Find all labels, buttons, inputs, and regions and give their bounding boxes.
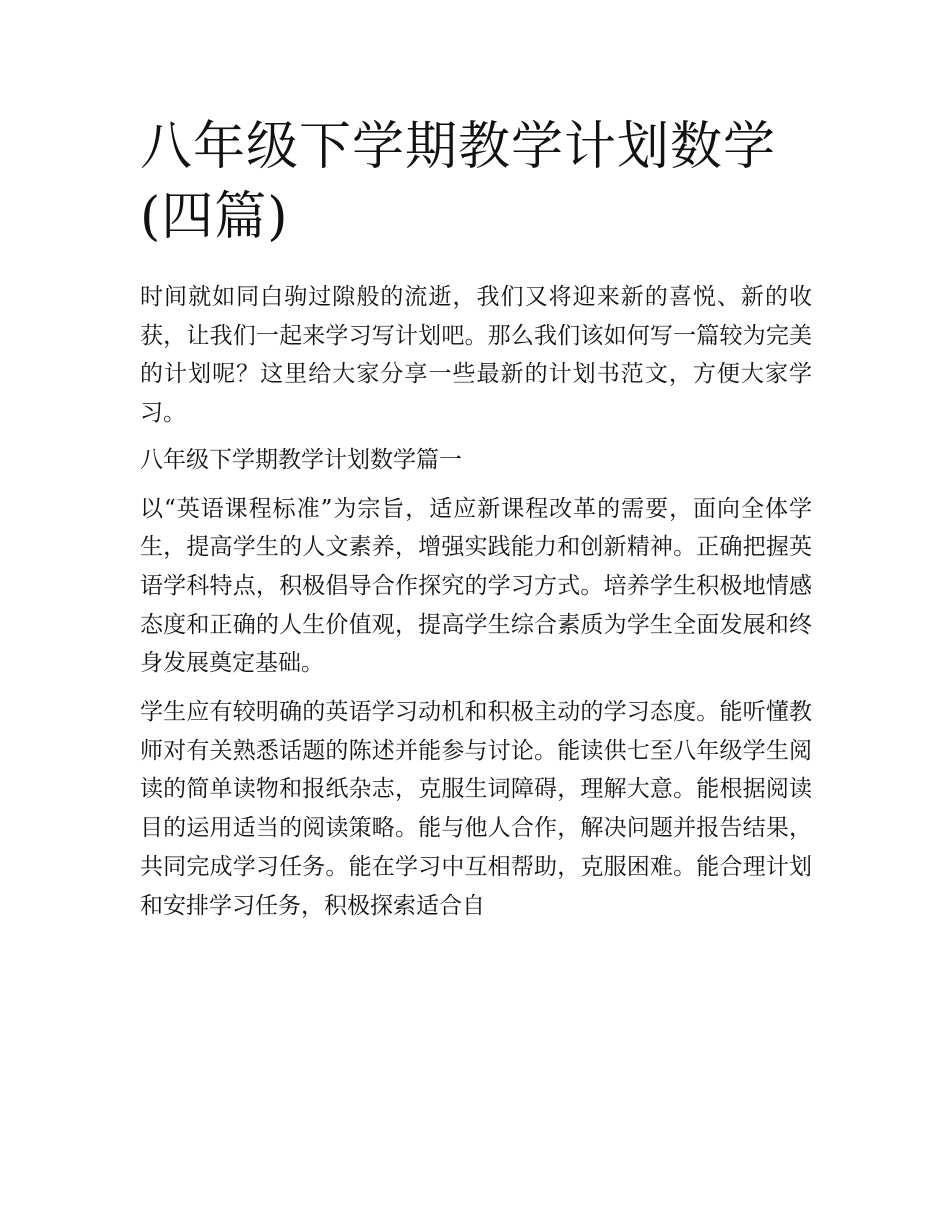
section-heading: 八年级下学期教学计划数学篇一 [140,446,462,473]
document-title: 八年级下学期教学计划数学(四篇) [140,117,777,247]
document-page [140,112,812,925]
intro-paragraph: 时间就如同白驹过隙般的流逝，我们又将迎来新的喜悦、新的收获，让我们一起来学习写计划吧。那么我们该如何写一篇较为完美的计划呢？这里给大家分享一些最新的计划书范文，方便大家学习。 [140,284,812,427]
body-paragraph-2: 学生应有较明确的英语学习动机和积极主动的学习态度。能听懂教师对有关熟悉话题的陈述并能参与讨论。能读供七至八年级学生阅读的简单读物和报纸杂志，克服生词障碍，理解大意。能根据阅读目的运用适当的阅读策略。能与他人合作，解决问题并报告结果，共同完成学习任务。能在学习中互相帮助，克服困难。能合理计划和安排学习任务，积极探索适合自 [140,699,812,919]
body-paragraph-1: 以“英语课程标准”为宗旨，适应新课程改革的需要，面向全体学生，提高学生的人文素养，增强实践能力和创新精神。正确把握英语学科特点，积极倡导合作探究的学习方式。培养学生积极地情感态度和正确的人生价值观，提高学生综合素质为学生全面发展和终身发展奠定基础。 [140,495,812,677]
